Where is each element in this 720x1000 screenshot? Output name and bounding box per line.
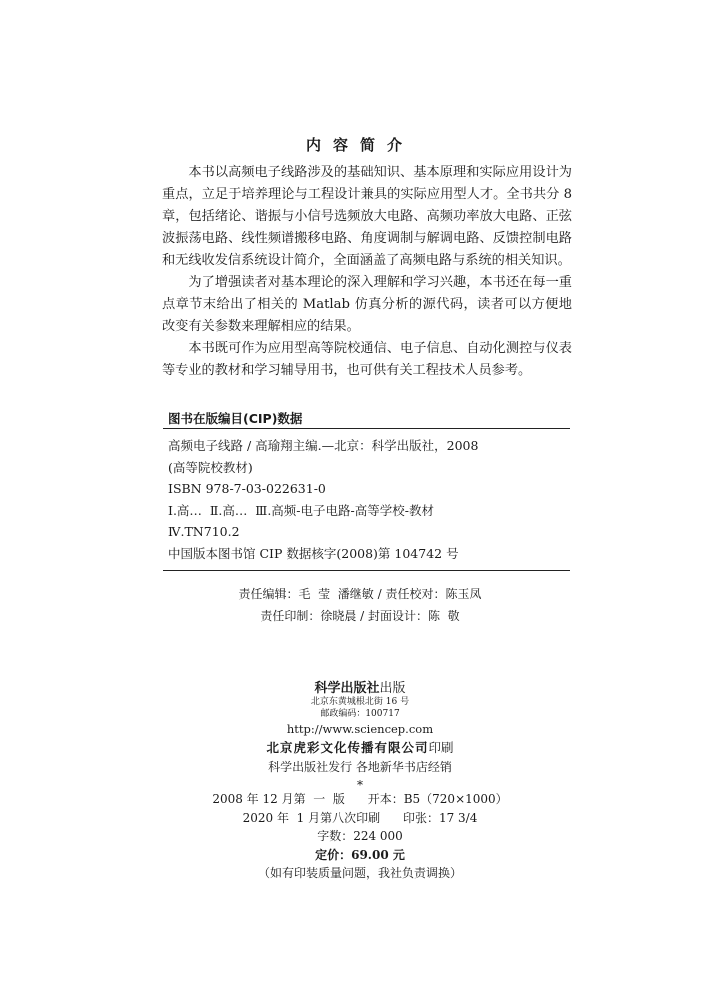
cip-number-line: 中国版本图书馆 CIP 数据核字(2008)第 104742 号 [168,545,459,561]
printer-name: 北京虎彩文化传播有限公司 [266,740,429,755]
publisher-postcode: 邮政编码：100717 [320,709,400,719]
price: 定价：69.00 元 [315,847,405,862]
publisher-name: 科学出版社 [314,681,380,696]
summary-paragraph: 本书既可作为应用型高等院校通信、电子信息、自动化测控与仪表等专业的教材和学习辅导用书，也可供有关工程技术人员参考。 [162,341,572,378]
summary-paragraph: 为了增强读者对基本理论的深入理解和学习兴趣，本书还在每一重点章节末给出了相关的 Matlab 仿真分析的源代码，读者可以方便地改变有关参数来理解相应的结果。 [162,275,572,334]
separator-star: * [357,778,363,792]
cip-title-line: 高频电子线路 / 高瑜翔主编.—北京：科学出版社，2008 [168,438,479,453]
printer-line [0,738,720,758]
page-title: 内容简介 [305,136,414,154]
cip-classification-line: Ⅳ.TN710.2 [168,524,240,539]
credit-line-production: 责任印制：徐晓晨 / 封面设计：陈 敬 [260,609,460,623]
summary-paragraph: 本书以高频电子线路涉及的基础知识、基本原理和实际应用设计为重点，立足于培养理论与工程设计兼具的实际应用型人才。全书共分 8 章，包括绪论、谐振与小信号选频放大电路、高频功率放大电路、正弦波振荡电路、线性频谱搬移电路、角度调制与解调电路、反馈控制电路和无线收发信系统设计简介，全面涵盖了高频电路与系统的相关知识。 [162,165,572,268]
summary-body [162,162,572,382]
cip-top-rule [163,428,570,429]
quality-notice: （如有印装质量问题，我社负责调换） [257,866,462,880]
cip-heading: 图书在版编目(CIP)数据 [168,411,303,426]
editorial-credits [0,583,720,627]
word-count: 字数：224 000 [317,829,403,843]
publisher-name-line [0,677,720,696]
cip-record [168,435,478,564]
cip-bottom-rule [163,570,570,571]
cip-isbn-line: ISBN 978-7-03-022631-0 [168,481,326,496]
distribution-line: 科学出版社发行 各地新华书店经销 [268,760,452,774]
publisher-block [0,677,720,792]
publisher-url: http://www.sciencep.com [286,722,434,736]
edition-line-1: 2008 年 12 月第 一 版 开本：B5（720×1000） [212,792,508,806]
cip-subject-line: Ⅰ.高… Ⅱ.高… Ⅲ.高频-电子电路-高等学校-教材 [168,502,434,518]
edition-line-2: 2020 年 1 月第八次印刷 印张：17 3/4 [242,810,478,825]
publisher-suffix: 出版 [379,681,406,696]
publisher-address: 北京东黄城根北街 16 号 [310,697,410,707]
cip-series-line: (高等院校教材) [168,459,253,475]
credit-line-editors: 责任编辑：毛 莹 潘继敏 / 责任校对：陈玉凤 [238,587,482,601]
printer-suffix: 印刷 [428,740,454,755]
edition-details [0,790,720,883]
